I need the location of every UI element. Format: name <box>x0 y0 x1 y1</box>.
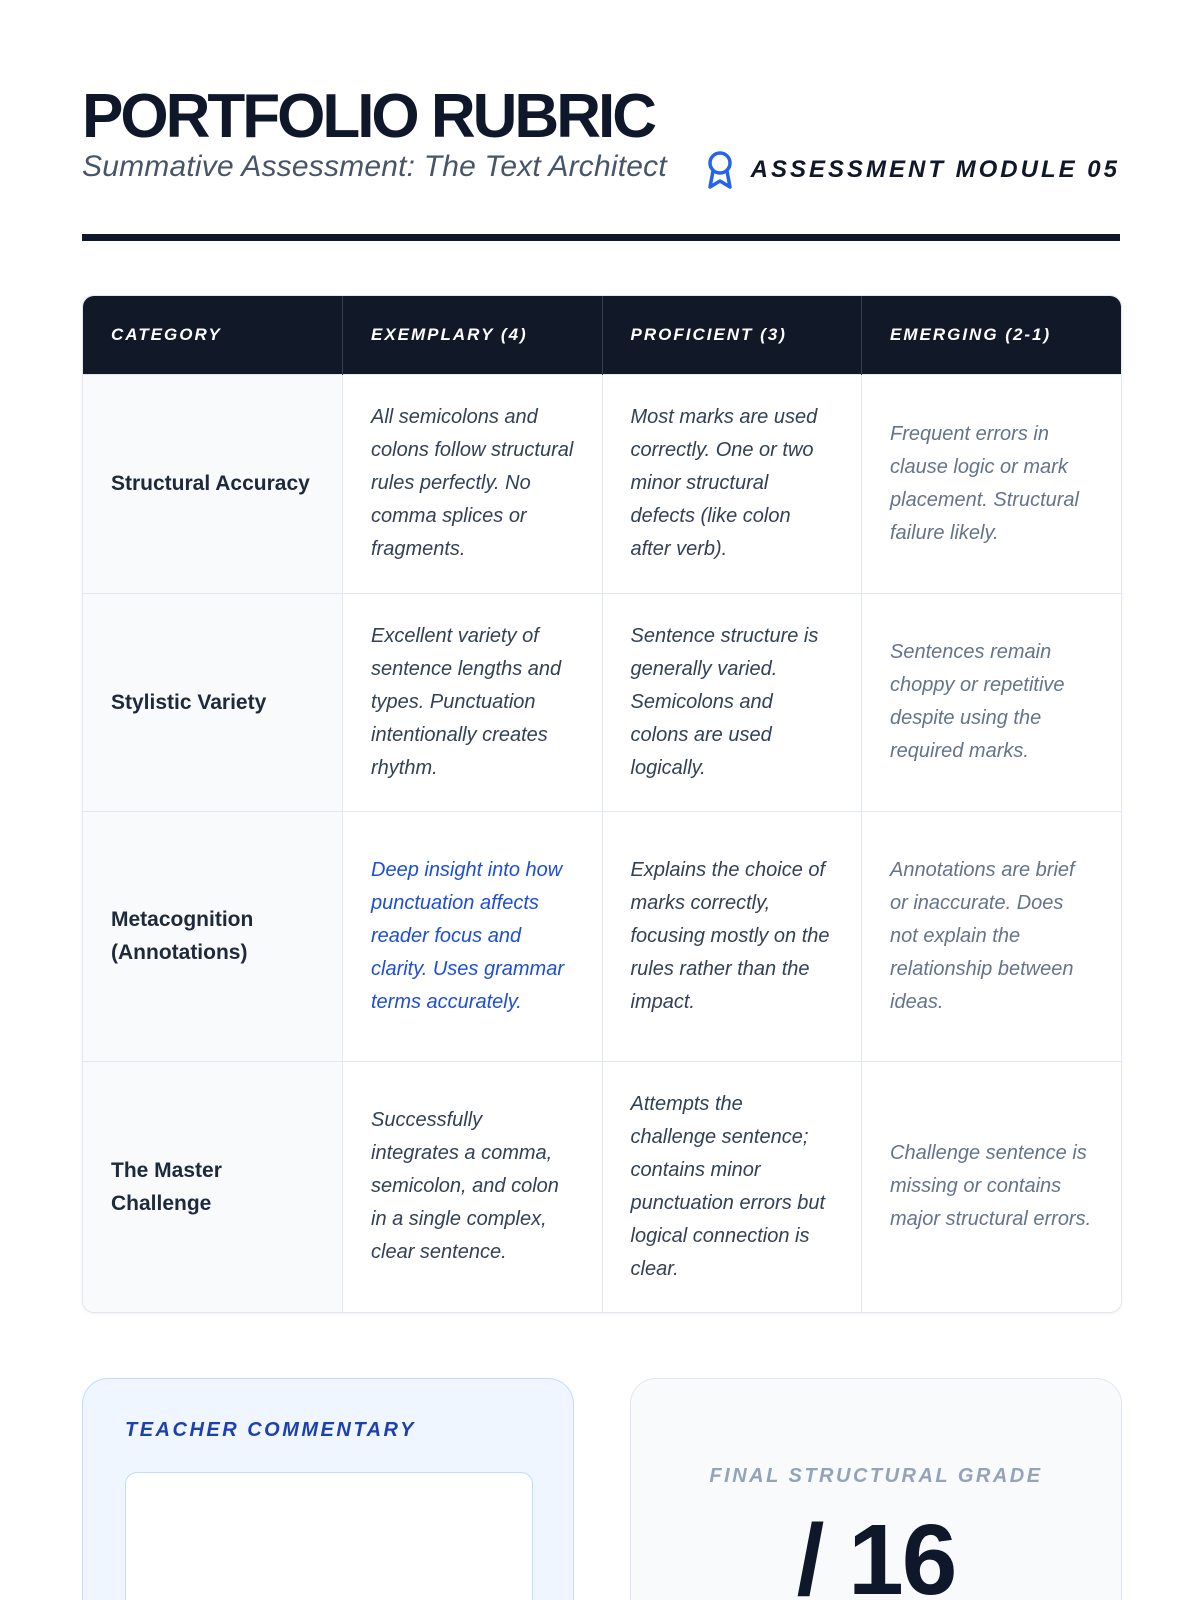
table-header-row <box>83 296 1121 374</box>
grade-label: FINAL STRUCTURAL GRADE <box>709 1465 1043 1487</box>
module-tag <box>705 150 1120 190</box>
module-label: ASSESSMENT MODULE 05 <box>750 156 1120 183</box>
cell-exemplary-highlighted: Deep insight into how punctuation affects reader focus and clarity. Uses grammar terms accurately. <box>343 811 603 1061</box>
column-header-category: CATEGORY <box>83 296 343 374</box>
cell-proficient: Sentence structure is generally varied. Semicolons and colons are used logically. <box>602 593 862 811</box>
final-grade-card <box>630 1378 1122 1600</box>
cell-exemplary: Excellent variety of sentence lengths and types. Punctuation intentionally creates rhythm. <box>343 593 603 811</box>
column-header-exemplary: EXEMPLARY (4) <box>343 296 603 374</box>
table-row <box>83 811 1121 1061</box>
table-row <box>83 1061 1121 1312</box>
rubric-table <box>82 295 1122 1313</box>
table-row <box>83 593 1121 811</box>
column-header-proficient: PROFICIENT (3) <box>602 296 862 374</box>
award-ribbon-icon <box>705 150 735 190</box>
cell-exemplary: Successfully integrates a comma, semicolon, and colon in a single complex, clear sentence. <box>343 1061 603 1312</box>
cell-proficient: Most marks are used correctly. One or two minor structural defects (like colon after verb). <box>602 374 862 593</box>
column-header-emerging: EMERGING (2-1) <box>862 296 1122 374</box>
cell-emerging: Challenge sentence is missing or contains major structural errors. <box>862 1061 1122 1312</box>
teacher-commentary-card <box>82 1378 574 1600</box>
row-category: Stylistic Variety <box>83 593 343 811</box>
cell-emerging: Sentences remain choppy or repetitive despite using the required marks. <box>862 593 1122 811</box>
cell-emerging: Annotations are brief or inaccurate. Does not explain the relationship between ideas. <box>862 811 1122 1061</box>
table-row <box>83 374 1121 593</box>
header-divider <box>82 234 1120 241</box>
commentary-label: TEACHER COMMENTARY <box>125 1419 416 1441</box>
row-category: The Master Challenge <box>83 1061 343 1312</box>
cell-emerging: Frequent errors in clause logic or mark placement. Structural failure likely. <box>862 374 1122 593</box>
commentary-input[interactable] <box>125 1472 533 1600</box>
cell-proficient: Attempts the challenge sentence; contains minor punctuation errors but logical connection is clear. <box>602 1061 862 1312</box>
cell-exemplary: All semicolons and colons follow structural rules perfectly. No comma splices or fragments. <box>343 374 603 593</box>
row-category: Metacognition (Annotations) <box>83 811 343 1061</box>
page-header <box>82 80 1120 240</box>
row-category: Structural Accuracy <box>83 374 343 593</box>
page-subtitle: Summative Assessment: The Text Architect <box>82 150 667 183</box>
cell-proficient: Explains the choice of marks correctly, focusing mostly on the rules rather than the impact. <box>602 811 862 1061</box>
grade-value: / 16 <box>796 1504 956 1600</box>
page-title: PORTFOLIO RUBRIC <box>82 82 654 151</box>
